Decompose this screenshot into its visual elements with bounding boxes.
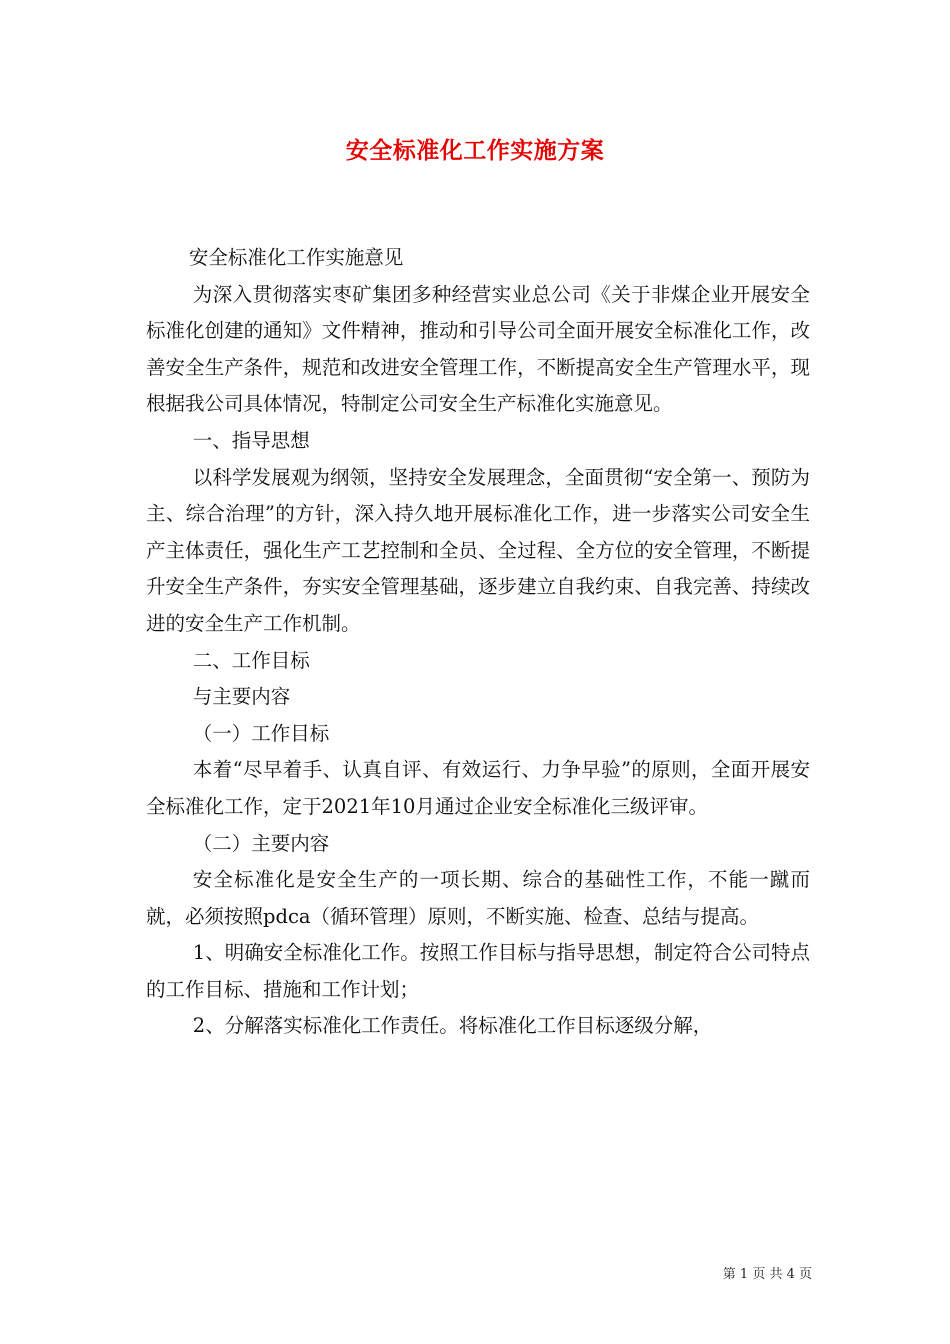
subsection-heading: （二）主要内容 bbox=[192, 831, 330, 855]
page-number: 第 1 页 共 4 页 bbox=[722, 1267, 812, 1282]
paragraph: 以科学发展观为纲领，坚持安全发展理念，全面贯彻“安全第一、预防为主、综合治理”的方针，深入持久地开展标准化工作，进一步落实公司安全生产主体责任，强化生产工艺控制和全员、全过程、全方位的安全管理，不断提升安全生产条件，夯实安全管理基础，逐步建立自我约束、自我完善、持续改进的安全生产工作机制。 bbox=[146, 465, 810, 635]
document-body bbox=[146, 240, 810, 1045]
paragraph-heading: 安全标准化工作实施意见 bbox=[188, 246, 404, 269]
section-heading: 一、指导思想 bbox=[192, 428, 310, 452]
paragraph: 安全标准化是安全生产的一项长期、综合的基础性工作，不能一蹴而就，必须按照pdca（循环管理）原则，不断实施、检查、总结与提高。 bbox=[146, 868, 810, 928]
paragraph: 本着“尽早着手、认真自评、有效运行、力争早验”的原则，全面开展安全标准化工作，定于2021年10月通过企业安全标准化三级评审。 bbox=[146, 758, 810, 818]
list-item: 1、明确安全标准化工作。按照工作目标与指导思想，制定符合公司特点的工作目标、措施和工作计划； bbox=[146, 941, 810, 1001]
document-title: 安全标准化工作实施方案 bbox=[345, 137, 605, 164]
section-heading: 二、工作目标 bbox=[192, 648, 310, 672]
section-heading-continued: 与主要内容 bbox=[192, 685, 291, 709]
subsection-heading: （一）工作目标 bbox=[192, 721, 330, 745]
list-item: 2、分解落实标准化工作责任。将标准化工作目标逐级分解， bbox=[192, 1014, 713, 1038]
paragraph: 为深入贯彻落实枣矿集团多种经营实业总公司《关于非煤企业开展安全标准化创建的通知》文件精神，推动和引导公司全面开展安全标准化工作，改善安全生产条件，规范和改进安全管理工作，不断提高安全生产管理水平，现根据我公司具体情况，特制定公司安全生产标准化实施意见。 bbox=[146, 282, 810, 416]
